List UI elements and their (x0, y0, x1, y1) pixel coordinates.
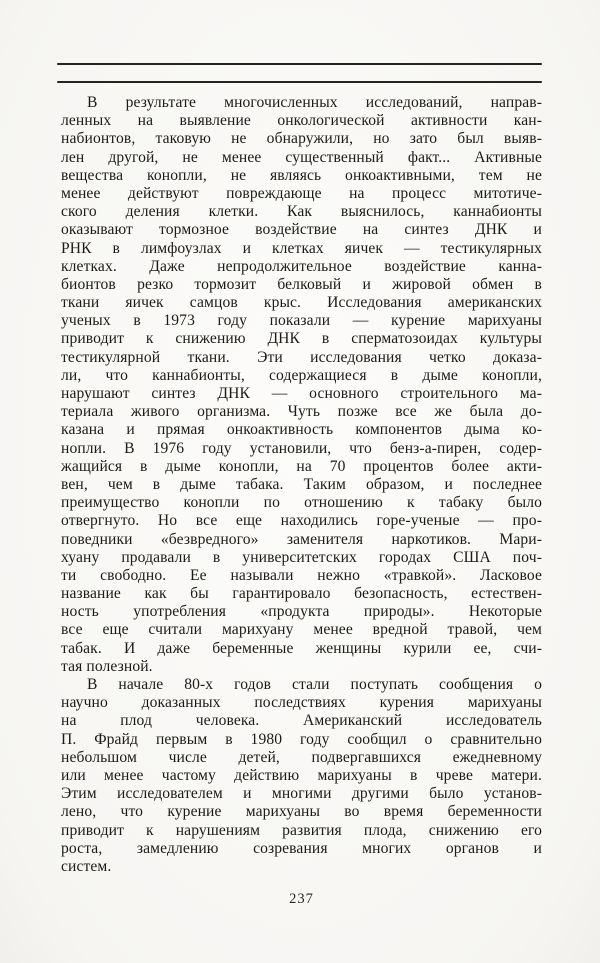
text-line: нопли. В 1976 году установили, что бенз-а-пирен, содер- (61, 439, 542, 457)
text-line: лен другой, не менее существенный факт... Активные (61, 148, 542, 166)
text-line: ли, что каннабионты, содержащиеся в дыме конопли, (61, 366, 542, 384)
text-line: менее действуют повреждающе на процесс митотиче- (61, 184, 542, 202)
text-line: В результате многочисленных исследований, направ- (87, 94, 542, 111)
text-line: бионтов резко тормозит белковый и жировой обмен в (61, 275, 542, 293)
text-line: клетках. Даже непродолжительное воздействие канна- (61, 257, 542, 275)
text-line: ского деления клетки. Как выяснилось, каннабионты (61, 203, 542, 221)
text-line: преимущество конопли по отношению к табаку было (61, 494, 542, 512)
text-line: роста, замедлению созревания многих органов и (61, 839, 542, 857)
text-line: научно доказанных последствиях курения марихуаны (61, 694, 542, 712)
text-line: вен, чем в дыме табака. Таким образом, и последнее (61, 475, 542, 493)
text-line: все еще считали марихуану менее вредной травой, чем (61, 621, 542, 639)
text-line: название как бы гарантировало безопасность, естествен- (61, 585, 542, 603)
text-line: П. Фрайд первым в 1980 году сообщил о сравнительно (61, 730, 542, 748)
text-line: тестикулярной ткани. Эти исследования четко доказа- (61, 348, 542, 366)
text-line: ученых в 1973 году показали — курение марихуаны (61, 312, 542, 330)
text-line: ти свободно. Ее называли нежно «травкой». Ласковое (61, 566, 542, 584)
text-line: нарушают синтез ДНК — основного строительного ма- (61, 385, 542, 402)
text-line: небольшом числе детей, подвергавшихся ежедневному (61, 748, 542, 766)
text-line: приводит к снижению ДНК в сперматозоидах культуры (61, 330, 542, 348)
text-line: ленных на выявление онкологической активности кан- (61, 112, 542, 130)
text-line: табак. И даже беременные женщины курили ее, счи- (61, 639, 542, 657)
text-line: набионтов, таковую не обнаружили, но зато был выяв- (61, 130, 542, 148)
text-line: оказывают тормозное воздействие на синтез ДНК и (61, 221, 542, 239)
text-line: Этим исследователем и многими другими было установ- (61, 785, 542, 803)
text-line: ткани яичек самцов крыс. Исследования американских (61, 294, 542, 312)
text-line: ность употребления «продукта природы». Некоторые (61, 603, 542, 621)
text-line: вещества конопли, не являясь онкоактивными, тем не (61, 166, 542, 184)
page-number: 237 (289, 891, 314, 907)
text-line: В начале 80-х годов стали поступать сообщения о (87, 676, 542, 693)
header-double-rule-top (57, 63, 542, 65)
text-line: жащийся в дыме конопли, на 70 процентов более акти- (61, 457, 542, 475)
text-line: систем. (61, 857, 112, 875)
text-line: поведники «безвредного» заменителя наркотиков. Мари- (61, 530, 542, 548)
text-line: РНК в лимфоузлах и клетках яичек — тестикулярных (61, 239, 542, 257)
text-line: или менее частому действию марихуаны в чреве матери. (61, 766, 542, 784)
body-text-block (61, 94, 542, 876)
text-line: хуану продавали в университетских городах США поч- (61, 548, 542, 566)
text-line: казана и прямая онкоактивность компонентов дыма ко- (61, 421, 542, 439)
text-line: тая полезной. (61, 657, 153, 675)
text-line: териала живого организма. Чуть позже все же была до- (61, 403, 542, 421)
text-line: на плод человека. Американский исследователь (61, 712, 542, 730)
text-line: отвергнуто. Но все еще находились горе-ученые — про- (61, 512, 542, 530)
text-line: приводит к нарушениям развития плода, снижению его (61, 821, 542, 839)
text-line: лено, что курение марихуаны во время беременности (61, 803, 542, 821)
header-double-rule-bottom (57, 81, 542, 83)
